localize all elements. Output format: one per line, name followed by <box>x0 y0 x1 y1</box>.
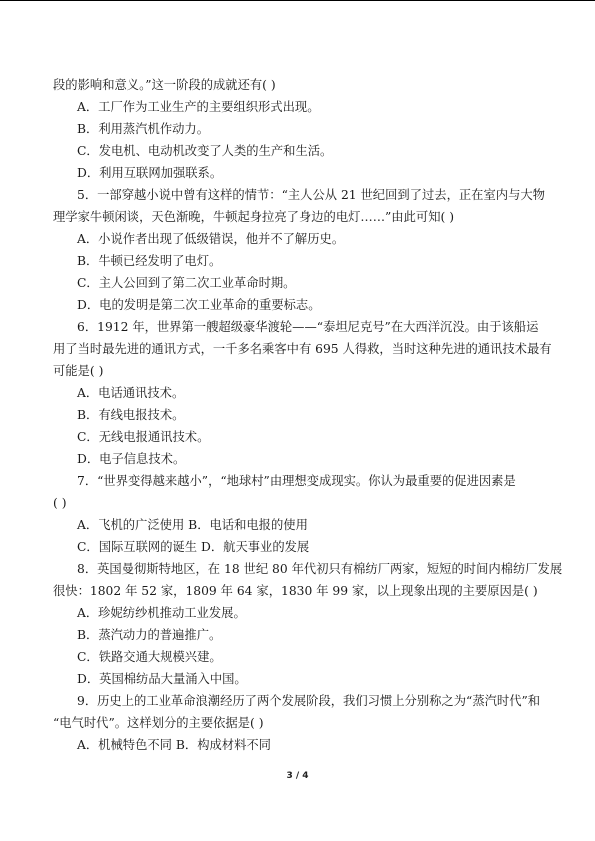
option-d: D．电子信息技术。 <box>77 452 186 466</box>
question-5-cont: 理学家牛顿闲谈，天色渐晚，牛顿起身拉亮了身边的电灯……”由此可知( ) <box>53 210 454 224</box>
options-a-b: A．飞机的广泛使用 B．电话和电报的使用 <box>77 518 308 532</box>
option-a: A．电话通讯技术。 <box>77 386 185 400</box>
option-b: B．有线电报技术。 <box>77 408 185 422</box>
option-b: B．利用蒸汽机作动力。 <box>77 122 210 136</box>
option-b: B．牛顿已经发明了电灯。 <box>77 254 222 268</box>
text-line: 段的影响和意义。”这一阶段的成就还有( ) <box>53 78 276 92</box>
question-7: 7．“世界变得越来越小”，“地球村”由理想变成现实。你认为最重要的促进因素是 <box>77 474 516 488</box>
question-9-cont: “电气时代”。这样划分的主要依据是( ) <box>53 716 264 730</box>
page-number: 3 / 4 <box>286 771 309 781</box>
option-d: D．利用互联网加强联系。 <box>77 166 223 180</box>
option-d: D．英国棉纺品大量涌入中国。 <box>77 672 247 686</box>
top-border-line <box>0 0 595 1</box>
option-c: C．无线电报通讯技术。 <box>77 430 210 444</box>
option-c: C．发电机、电动机改变了人类的生产和生活。 <box>77 144 333 158</box>
options-a-b: A．机械特色不同 B．构成材料不同 <box>77 738 271 752</box>
question-9: 9．历史上的工业革命浪潮经历了两个发展阶段，我们习惯上分别称之为“蒸汽时代”和 <box>77 694 541 708</box>
options-c-d: C．国际互联网的诞生 D．航天事业的发展 <box>77 540 310 554</box>
option-b: B．蒸汽动力的普遍推广。 <box>77 628 222 642</box>
option-a: A．工厂作为工业生产的主要组织形式出现。 <box>77 100 320 114</box>
question-6-cont: 用了当时最先进的通讯方式，一千多名乘客中有 695 人得救，当时这种先进的通讯技术最有 <box>53 342 552 356</box>
question-6-cont: 可能是( ) <box>53 364 104 378</box>
option-a: A．小说作者出现了低级错误，他并不了解历史。 <box>77 232 345 246</box>
option-d: D．电的发明是第二次工业革命的重要标志。 <box>77 298 321 312</box>
question-8: 8．英国曼彻斯特地区，在 18 世纪 80 年代初只有棉纺厂两家，短短的时间内棉纺厂发展 <box>77 562 563 576</box>
question-5: 5．一部穿越小说中曾有这样的情节：“主人公从 21 世纪回到了过去，正在室内与大物 <box>77 188 545 202</box>
question-7-cont: ( ) <box>53 496 67 510</box>
question-8-cont: 很快：1802 年 52 家，1809 年 64 家，1830 年 99 家，以上现象出现的主要原因是( ) <box>53 584 538 598</box>
option-c: C．铁路交通大规模兴建。 <box>77 650 222 664</box>
option-a: A．珍妮纺纱机推动工业发展。 <box>77 606 246 620</box>
question-6: 6．1912 年，世界第一艘超级豪华渡轮——“泰坦尼克号”在大西洋沉没。由于该船运 <box>77 320 539 334</box>
option-c: C．主人公回到了第二次工业革命时期。 <box>77 276 296 290</box>
